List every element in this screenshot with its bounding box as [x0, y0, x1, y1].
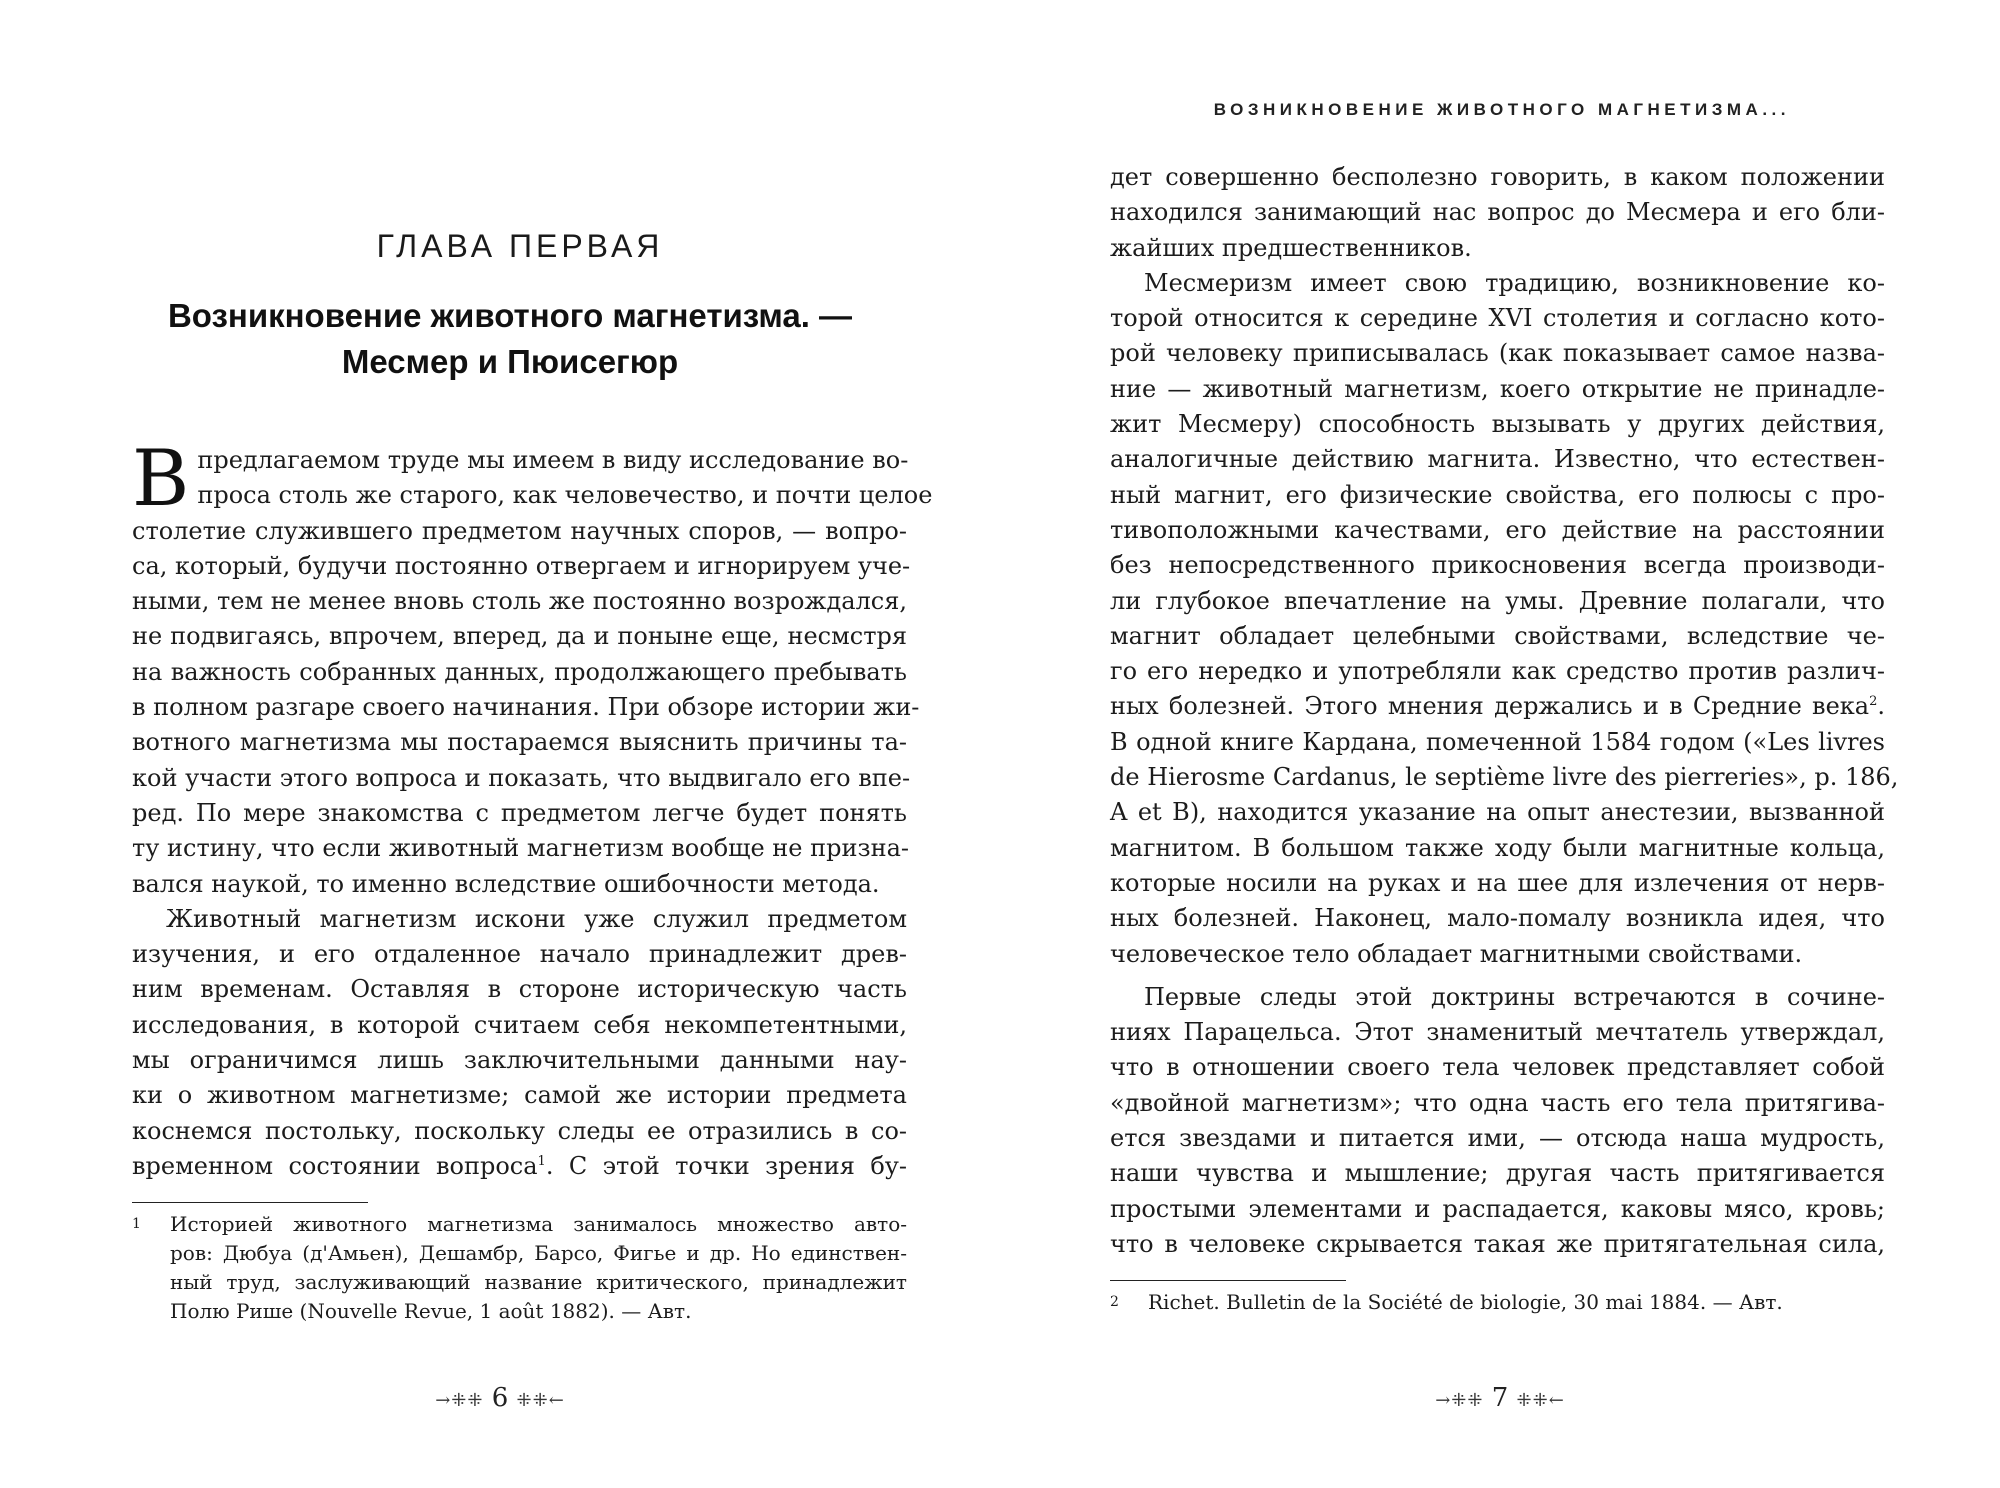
- footnote-line: ный труд, заслуживающий название критического, принадлежит: [170, 1270, 907, 1294]
- ornament-left-icon: →⁜⁜: [1435, 1390, 1484, 1411]
- left-footnote: [132, 1210, 907, 1326]
- text-line: кой участи этого вопроса и показать, что выдвигало его впе-: [132, 763, 911, 792]
- text-line: магнит обладает целебными свойствами, вследствие че-: [1110, 621, 1885, 650]
- footnote-line: Историей животного магнетизма занималось множество авто-: [170, 1212, 907, 1236]
- chapter-title: [110, 293, 910, 385]
- text-line: аналогичные действию магнита. Известно, что естествен-: [1110, 445, 1885, 474]
- text-line: Первые следы этой доктрины встречаются в сочине-: [1144, 982, 1885, 1011]
- text-line: вотного магнетизма мы постараемся выяснить причины та-: [132, 728, 907, 757]
- text-line: de Hierosme Cardanus, le septième livre des pierreries», p. 186,: [1110, 763, 1899, 792]
- text-line: предлагаемом труде мы имеем в виду исследование во-: [197, 446, 909, 474]
- text-line: магнитом. В большом также ходу были магнитные кольца,: [1110, 833, 1885, 862]
- text-line: ными, тем не менее вновь столь же постоянно возрождался,: [132, 587, 908, 616]
- text-line: ный магнит, его физические свойства, его полюсы с про-: [1110, 480, 1885, 509]
- text-line: A et B), находится указание на опыт анестезии, вызванной: [1110, 798, 1885, 827]
- text-line: что в человеке скрывается такая же притягательная сила,: [1110, 1229, 1885, 1258]
- text-line: проса столь же старого, как человечество, и почти целое: [197, 481, 933, 510]
- footnote-reference[interactable]: 1: [537, 1153, 546, 1169]
- text-segment: . С этой точки зрения бу-: [545, 1151, 907, 1180]
- page-number: [400, 1383, 600, 1413]
- text-line: ных болезней. Наконец, мало-помалу возникла идея, что: [1110, 904, 1885, 933]
- text-line: В одной книге Кардана, помеченной 1584 годом («Les livres: [1110, 727, 1885, 756]
- chapter-title-line-1: Возникновение животного магнетизма. —: [167, 297, 853, 334]
- footnote-mark: 2: [1110, 1294, 1119, 1310]
- right-page: [1000, 0, 2000, 1488]
- text-segment: .: [1877, 692, 1885, 721]
- text-line: ред. По мере знакомства с предметом легче будет понять: [132, 798, 907, 827]
- footnote-rule: [132, 1202, 368, 1203]
- text-line: не подвигаясь, впрочем, вперед, да и поныне еще, несмстря: [132, 622, 907, 651]
- ornament-left-icon: →⁜⁜: [435, 1390, 484, 1411]
- text-line: «двойной магнетизм»; что одна часть его тела притягива-: [1110, 1088, 1885, 1117]
- text-line: на важность собранных данных, продолжающего пребывать: [132, 657, 907, 686]
- footnote-body: [170, 1210, 907, 1326]
- text-line: торой относится к середине XVI столетия и согласно кото-: [1110, 304, 1885, 333]
- text-line: ниях Парацельса. Этот знаменитый мечтатель утверждал,: [1110, 1018, 1885, 1047]
- text-line: коснемся постольку, поскольку следы ее отразились в со-: [132, 1116, 907, 1145]
- footnote-body: Richet. Bulletin de la Société de biologie, 30 mai 1884. — Авт.: [1148, 1290, 1783, 1314]
- right-body-text: [1110, 160, 1899, 1262]
- text-line: ки о животном магнетизме; самой же истории предмета: [132, 1081, 907, 1110]
- text-line: дет совершенно бесполезно говорить, в каком положении: [1110, 163, 1885, 191]
- text-line: Животный магнетизм искони уже служил предметом: [166, 904, 907, 933]
- text-line: изучения, и его отдаленное начало принадлежит древ-: [132, 940, 907, 969]
- footnote-rule: [1110, 1280, 1346, 1281]
- chapter-title-line-2: Месмер и Пюисегюр: [341, 343, 679, 380]
- text-line: ли глубокое впечатление на умы. Древние полагали, что: [1110, 586, 1885, 615]
- text-line: ним временам. Оставляя в стороне историческую часть: [132, 975, 907, 1004]
- left-paragraph-2: [132, 902, 907, 1184]
- text-line: ние — животный магнетизм, коего открытие не принадле-: [1110, 374, 1885, 403]
- chapter-label: ГЛАВА ПЕРВАЯ: [376, 228, 664, 264]
- text-line: ется звездами и питается ими, — отсюда наша мудрость,: [1110, 1124, 1885, 1153]
- text-line: [132, 1149, 907, 1184]
- text-segment: ных болезней. Этого мнения держались и в Средние века: [1110, 692, 1870, 721]
- text-line: жайших предшественников.: [1110, 233, 1472, 262]
- running-head: ВОЗНИКНОВЕНИЕ ЖИВОТНОГО МАГНЕТИЗМА...: [1213, 100, 1790, 119]
- ornament-right-icon: ⁜⁜←: [516, 1390, 565, 1411]
- left-paragraph-1: [132, 434, 933, 902]
- left-body-text: [132, 434, 933, 1184]
- text-line: что в отношении своего тела человек представляет собой: [1110, 1053, 1885, 1082]
- text-line: вался наукой, то именно вследствие ошибочности метода.: [132, 869, 880, 898]
- text-line: простыми элементами и распадается, каковы мясо, кровь;: [1110, 1194, 1885, 1223]
- page-number-value: 7: [1491, 1383, 1509, 1413]
- text-line: столетие служившего предметом научных споров, — вопро-: [132, 516, 907, 545]
- right-footnote: [1110, 1288, 1885, 1317]
- text-line: Месмеризм имеет свою традицию, возникновение ко-: [1144, 268, 1885, 297]
- text-line: го его нередко и употребляли как средство против различ-: [1110, 657, 1885, 686]
- text-line: са, который, будучи постоянно отвергаем и игнорируем уче-: [132, 551, 911, 580]
- page-number: [1400, 1383, 1600, 1413]
- right-paragraph-2: [1110, 266, 1899, 972]
- footnote-line: Полю Рише (Nouvelle Revue, 1 août 1882). — Авт.: [170, 1299, 692, 1323]
- text-line: исследования, в которой считаем себя некомпетентными,: [132, 1010, 907, 1039]
- text-line: тивоположными качествами, его действие на расстоянии: [1110, 515, 1885, 544]
- text-line: ту истину, что если животный магнетизм вообще не призна-: [132, 834, 909, 863]
- text-line: мы ограничимся лишь заключительными данными нау-: [132, 1046, 907, 1075]
- right-paragraph-3: [1110, 980, 1885, 1262]
- footnote-mark: 1: [132, 1216, 141, 1232]
- page-number-value: 6: [491, 1383, 509, 1413]
- text-line: жит Месмеру) способность вызывать у других действия,: [1110, 410, 1885, 439]
- text-line: находился занимающий нас вопрос до Месмера и его бли-: [1110, 198, 1885, 227]
- text-line: рой человеку приписывалась (как показывает самое назва-: [1110, 339, 1885, 368]
- right-paragraph-1: [1110, 160, 1885, 266]
- footnote-line: ров: Дюбуа (д'Амьен), Дешамбр, Барсо, Фигье и др. Но единствен-: [170, 1241, 907, 1265]
- text-line: в полном разгаре своего начинания. При обзоре истории жи-: [132, 693, 920, 722]
- text-line: человеческое тело обладает магнитными свойствами.: [1110, 939, 1803, 968]
- text-line: без непосредственного прикосновения всегда производи-: [1110, 551, 1885, 580]
- drop-cap: В: [132, 434, 190, 524]
- ornament-right-icon: ⁜⁜←: [1516, 1390, 1565, 1411]
- text-line: которые носили на руках и на шее для излечения от нерв-: [1110, 868, 1885, 897]
- text-segment: временном состоянии вопроса: [132, 1151, 538, 1180]
- text-line: наши чувства и мышление; другая часть притягивается: [1110, 1159, 1885, 1188]
- footnote-reference[interactable]: 2: [1869, 694, 1878, 710]
- text-line: [1110, 689, 1885, 724]
